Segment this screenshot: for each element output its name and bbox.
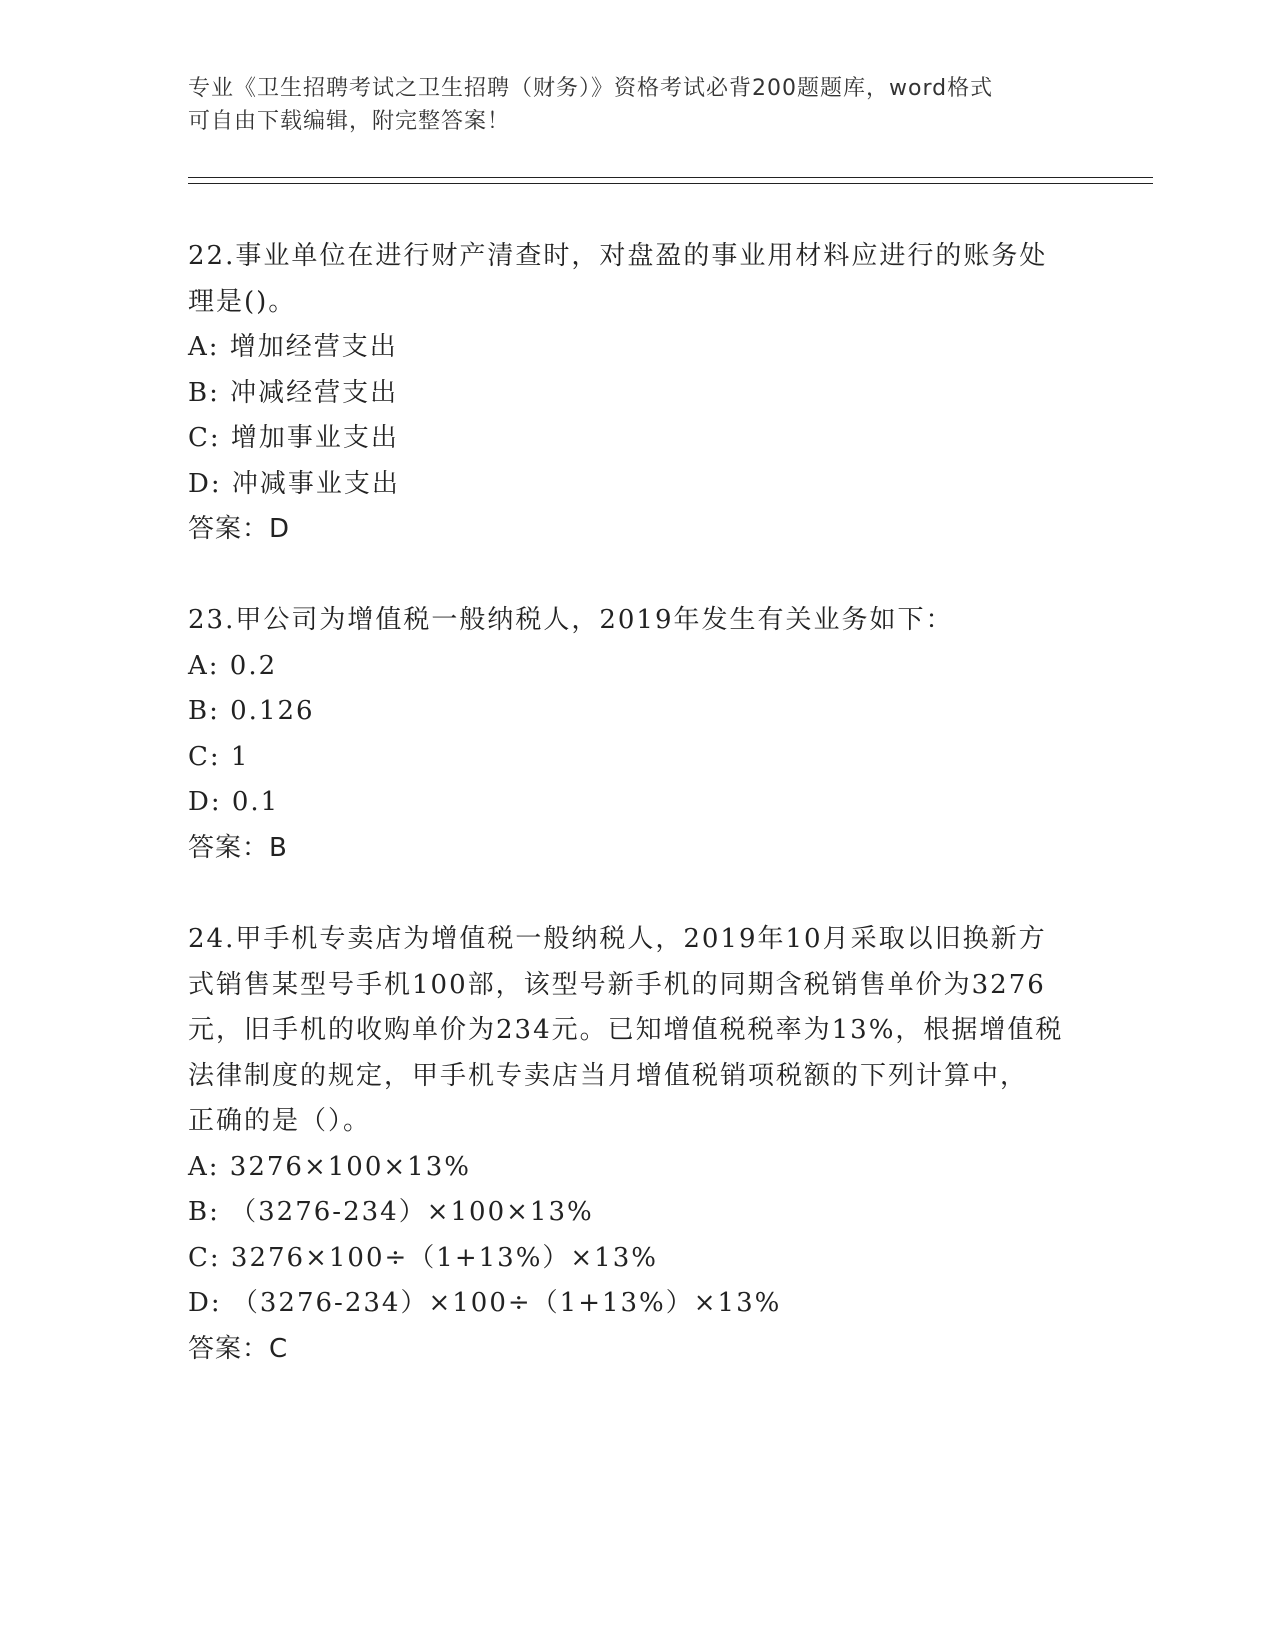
option-a: A: 增加经营支出 [188,332,398,362]
header-line: 专业《卫生招聘考试之卫生招聘（财务）》资格考试必背200题题库，word格式 [188,76,994,101]
option-b: B: 冲减经营支出 [188,377,399,408]
header-divider-top [188,177,1153,178]
option-b: B: 0.126 [188,696,315,726]
option-d: D: 0.1 [188,787,280,817]
question-stem-line: 式销售某型号手机100部，该型号新手机的同期含税销售单价为3276 [188,969,1046,1000]
question-22 [188,234,1088,553]
question-stem-line: 23.甲公司为增值税一般纳税人，2019年发生有关业务如下： [188,605,954,635]
option-c: C: 1 [188,741,250,772]
option-c: C: 3276×100÷（1+13%）×13% [188,1242,658,1273]
option-a: A: 0.2 [188,650,278,681]
answer-line: 答案：C [188,1333,289,1364]
question-stem-line: 理是()。 [188,286,297,317]
question-stem-line: 正确的是（）。 [188,1106,372,1136]
option-c: C: 增加事业支出 [188,423,399,453]
question-24 [188,917,1088,1372]
option-a: A: 3276×100×13% [188,1151,471,1182]
answer-line: 答案：B [188,832,288,863]
option-d: D: （3276-234）×100÷（1+13%）×13% [188,1288,782,1318]
document-header [188,72,1088,138]
option-b: B: （3276-234）×100×13% [188,1197,594,1227]
answer-line: 答案：D [188,514,291,544]
question-stem-line: 24.甲手机专卖店为增值税一般纳税人，2019年10月采取以旧换新方 [188,924,1047,954]
question-stem-line: 法律制度的规定，甲手机专卖店当月增值税销项税额的下列计算中， [188,1060,1029,1091]
question-stem-line: 22.事业单位在进行财产清查时，对盘盈的事业用材料应进行的账务处 [188,241,1048,271]
option-d: D: 冲减事业支出 [188,468,400,499]
question-stem-line: 元，旧手机的收购单价为234元。已知增值税税率为13%，根据增值税 [188,1015,1064,1045]
header-line: 可自由下载编辑，附完整答案！ [188,109,511,134]
header-divider-bottom [188,183,1153,184]
question-23 [188,598,1088,871]
